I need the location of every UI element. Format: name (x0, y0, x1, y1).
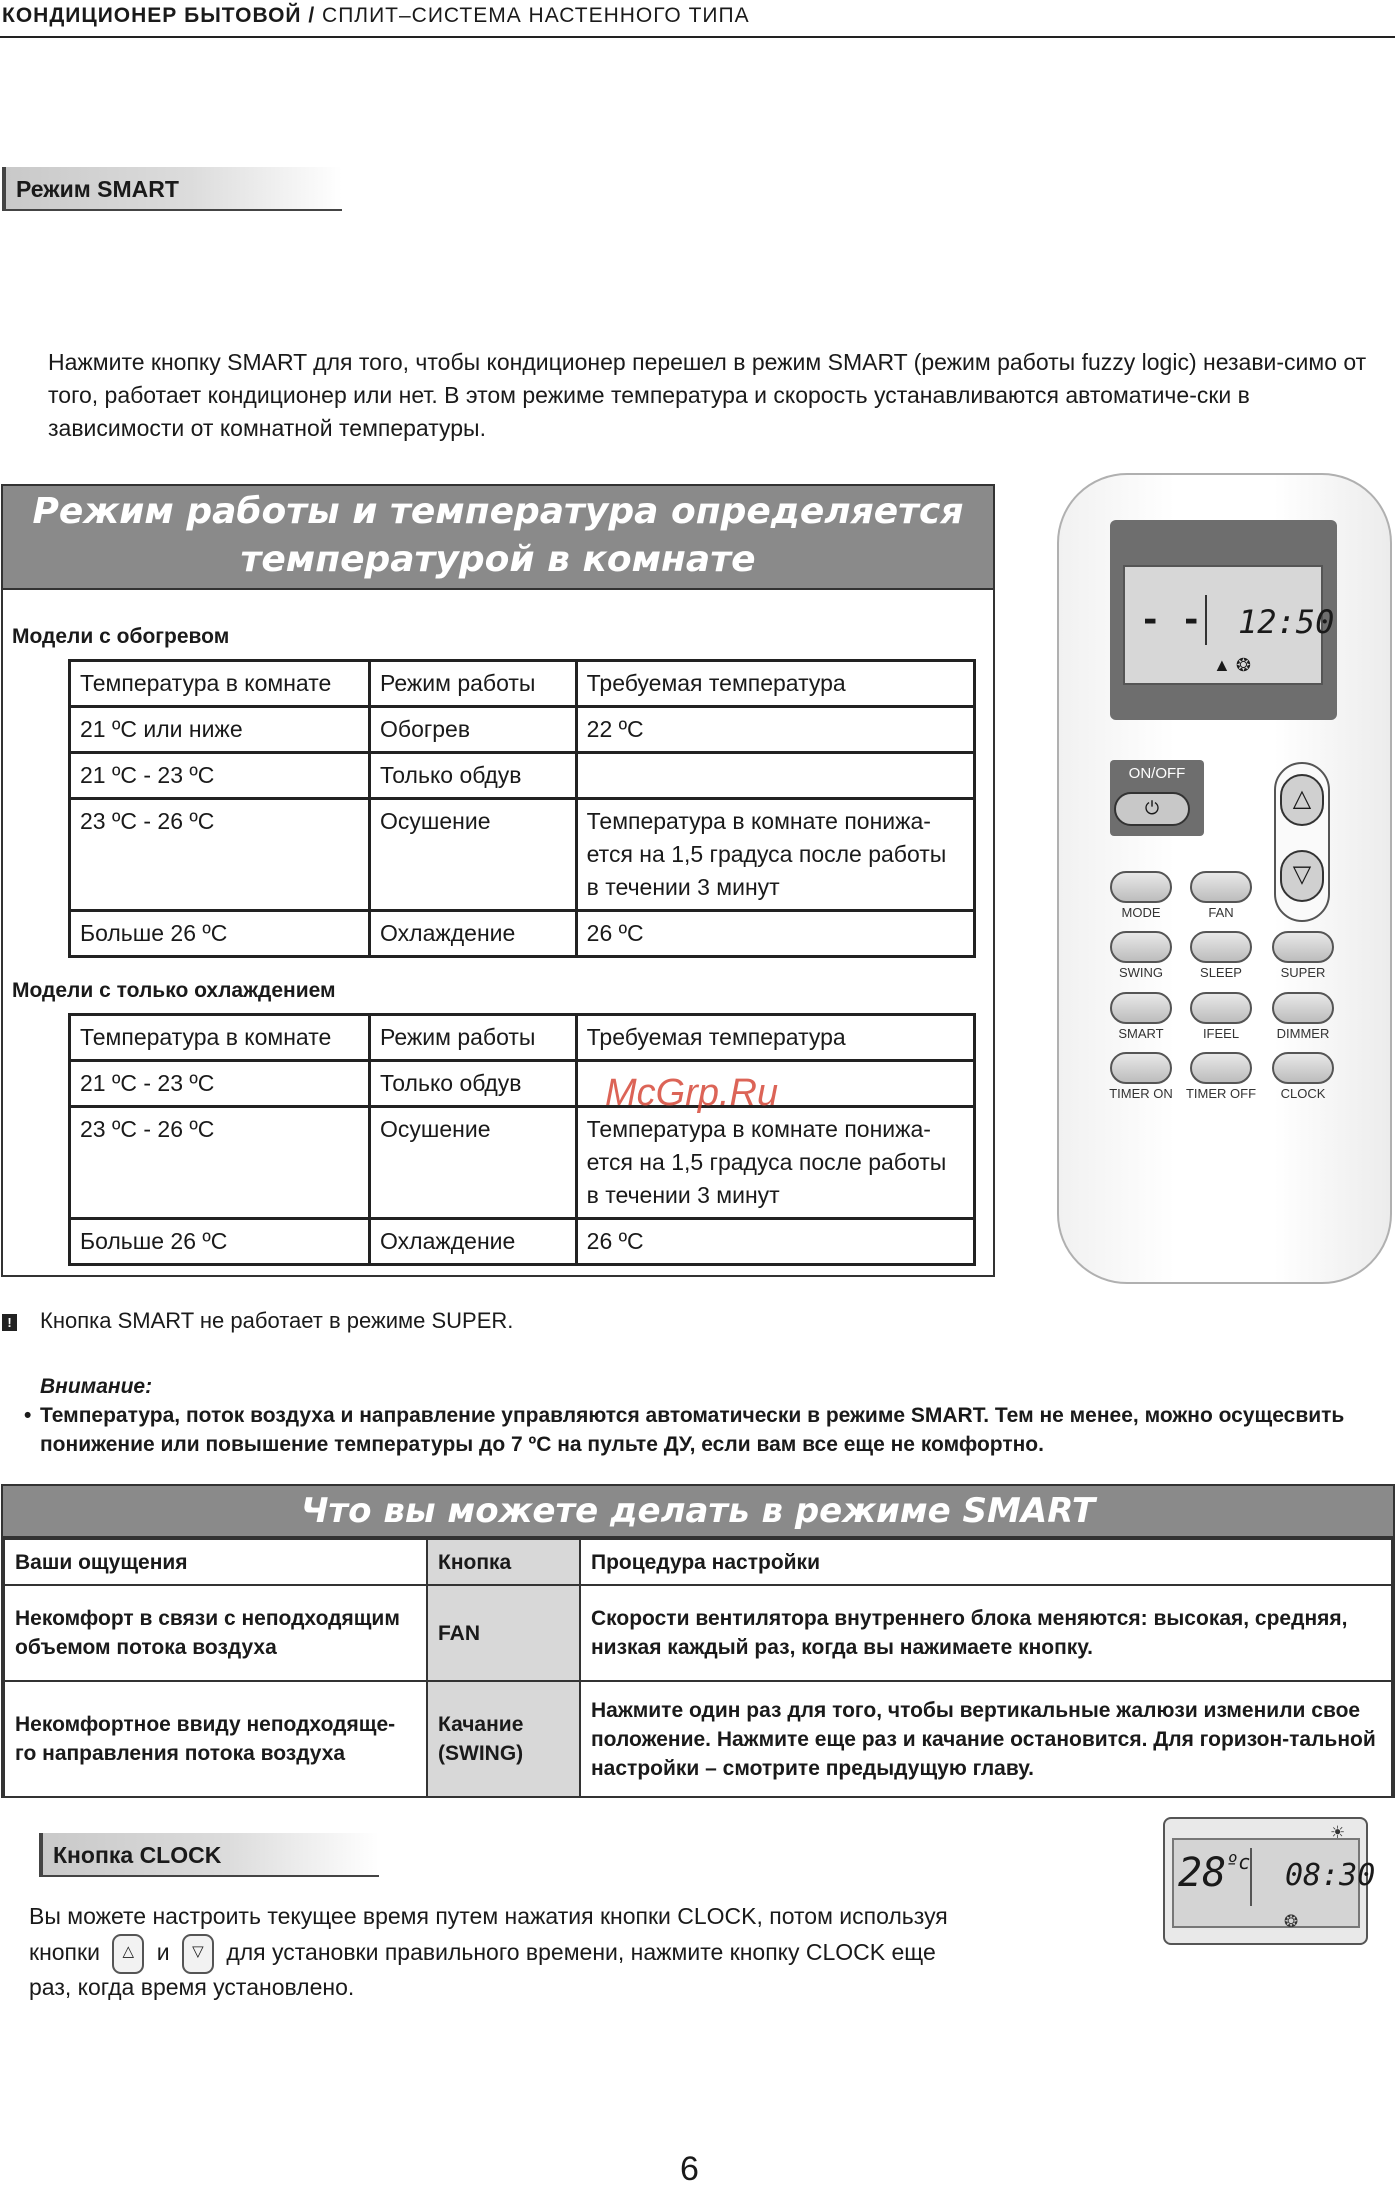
table-cell: 22 ºC (576, 707, 974, 753)
down-arrow-icon: ▽ (1292, 861, 1312, 888)
onoff-label: ON/OFF (1128, 765, 1186, 782)
up-arrow-icon: △ (112, 1934, 144, 1974)
smart-button-label: SMART (1118, 1026, 1164, 1041)
watermark: McGrp.Ru (605, 1072, 779, 1114)
cooling-models-subtitle: Модели с только охлаждением (12, 979, 336, 1002)
page-number: 6 (680, 2150, 699, 2188)
table-cell: Охлаждение (370, 1219, 577, 1265)
display-separator (1250, 1848, 1252, 1906)
heating-models-subtitle: Модели с обогревом (12, 625, 230, 648)
power-icon: ⏻ (1144, 798, 1160, 818)
section-tab-smart: Режим SMART (2, 167, 342, 211)
table-cell: Некомфортное ввиду неподходяще-го направления потока воздуха (4, 1681, 427, 1797)
table-cell: Нажмите один раз для того, чтобы вертикальные жалюзи изменили свое положение. Нажмите еще раз и качание остановится. Для горизон-тальной настройки – смотрите предыдущую главу. (580, 1681, 1392, 1797)
fan-button[interactable] (1190, 871, 1252, 903)
timer-off-button-label: TIMER OFF (1185, 1086, 1257, 1101)
ifeel-button-label: IFEEL (1202, 1026, 1240, 1041)
table-cell (576, 753, 974, 799)
warning-title: Внимание: (40, 1375, 153, 1398)
clock-instructions (29, 1900, 1049, 2004)
clock-text-line3: раз, когда время установлено. (29, 1974, 355, 2000)
cooling-table (68, 1013, 976, 1266)
table-cell: 26 ºC (576, 1219, 974, 1265)
table-row (70, 1061, 975, 1107)
smart-actions-box (1, 1484, 1395, 1798)
down-arrow-icon: ▽ (182, 1934, 214, 1974)
table-header-cell: Процедура настройки (580, 1539, 1392, 1585)
clock-button-label: CLOCK (1280, 1086, 1326, 1101)
remote-lcd-time: 12:50 (1238, 603, 1335, 641)
table-cell: 26 ºC (576, 911, 974, 957)
display-time: 08:30 (1285, 1858, 1376, 1893)
table-header-row (70, 661, 975, 707)
smart-actions-title: Что вы можете делать в режиме SMART (3, 1486, 1393, 1538)
table-cell: Осушение (370, 1107, 577, 1219)
table-cell: 23 ºC - 26 ºC (70, 1107, 370, 1219)
table-header-cell: Требуемая температура (576, 661, 974, 707)
table-row (70, 911, 975, 957)
dimmer-button[interactable] (1272, 992, 1334, 1024)
table-cell: Обогрев (370, 707, 577, 753)
table-header-cell: Режим работы (370, 661, 577, 707)
table-cell: 21 ºC или ниже (70, 707, 370, 753)
table-cell: 21 ºC - 23 ºC (70, 753, 370, 799)
table-cell: Только обдув (370, 753, 577, 799)
table-header-cell: Температура в комнате (70, 1015, 370, 1061)
mode-box-title-line2: температурой в комнате (240, 539, 756, 580)
swing-button-label: SWING (1118, 965, 1164, 980)
super-button-label: SUPER (1280, 965, 1326, 980)
ifeel-button[interactable] (1190, 992, 1252, 1024)
timer-off-button[interactable] (1190, 1052, 1252, 1084)
table-header-cell: Требуемая температура (576, 1015, 974, 1061)
table-row (70, 707, 975, 753)
display-temperature-unit: ºc (1226, 1850, 1251, 1874)
table-cell: 23 ºC - 26 ºC (70, 799, 370, 911)
header-title-normal: СПЛИТ–СИСТЕМА НАСТЕННОГО ТИПА (315, 4, 750, 27)
mode-button-label: MODE (1121, 905, 1161, 920)
table-cell: Только обдув (370, 1061, 577, 1107)
table-cell: 21 ºC - 23 ºC (70, 1061, 370, 1107)
power-button[interactable] (1114, 792, 1190, 826)
sun-icon: ☀ (1330, 1823, 1346, 1842)
timer-on-button-label: TIMER ON (1109, 1086, 1173, 1101)
remote-lcd-mode-icons: ▲ ❂ (1213, 655, 1251, 675)
clock-text-rest: для установки правильного времени, нажмите кнопку CLOCK еще (226, 1939, 936, 1965)
table-header-cell: Температура в комнате (70, 661, 370, 707)
clock-text-buttons: кнопки (29, 1939, 100, 1965)
super-button[interactable] (1272, 931, 1334, 963)
smart-button[interactable] (1110, 992, 1172, 1024)
display-temperature-value: 28 (1178, 1850, 1227, 1896)
timer-on-button[interactable] (1110, 1052, 1172, 1084)
mode-button[interactable] (1110, 871, 1172, 903)
mode-box-title-line1: Режим работы и температура определяется (32, 491, 964, 532)
table-row (4, 1585, 1392, 1681)
clock-text-and: и (156, 1939, 170, 1965)
header-title-bold: КОНДИЦИОНЕР БЫТОВОЙ / (2, 4, 316, 27)
clock-text-line2 (29, 1933, 1049, 1971)
table-row (4, 1681, 1392, 1797)
mode-box-title (3, 486, 993, 590)
table-cell: Качание (SWING) (427, 1681, 580, 1797)
table-header-row (4, 1539, 1392, 1585)
table-row (70, 1219, 975, 1265)
up-arrow-icon: △ (1292, 785, 1312, 812)
table-cell: Охлаждение (370, 911, 577, 957)
display-temperature (1178, 1850, 1250, 1896)
table-header-row (70, 1015, 975, 1061)
table-header-cell: Ваши ощущения (4, 1539, 427, 1585)
smart-actions-table (3, 1538, 1393, 1798)
table-row (70, 799, 975, 911)
fan-button-label: FAN (1208, 905, 1234, 920)
table-row (70, 1107, 975, 1219)
table-cell: FAN (427, 1585, 580, 1681)
up-button[interactable] (1280, 774, 1324, 826)
sleep-button[interactable] (1190, 931, 1252, 963)
fan-icon: ❂ (1284, 1912, 1299, 1931)
sleep-button-label: SLEEP (1200, 965, 1242, 980)
table-row (70, 753, 975, 799)
table-cell: Осушение (370, 799, 577, 911)
section-tab-clock: Кнопка CLOCK (39, 1833, 379, 1877)
table-cell: Больше 26 ºC (70, 911, 370, 957)
table-cell: Больше 26 ºC (70, 1219, 370, 1265)
smart-super-note: Кнопка SMART не работает в режиме SUPER. (40, 1308, 514, 1333)
warning-text: Температура, поток воздуха и направление управляются автоматически в режиме SMART. Тем не менее, можно осущесвить понижение или повышение температуры до 7 ºC на пульте ДУ, если вам все еще не комфортно. (40, 1404, 1345, 1456)
warning-icon: ! (2, 1314, 17, 1331)
heating-table (68, 659, 976, 958)
remote-lcd-separator (1205, 595, 1207, 645)
smart-intro-paragraph: Нажмите кнопку SMART для того, чтобы кондиционер перешел в режим SMART (режим работы fuzzy logic) незави-симо от того, работает кондиционер или нет. В этом режиме температура и скорость устанавливаются автоматиче-ски в зависимости от комнатной температуры. (48, 349, 1367, 441)
down-button[interactable] (1280, 850, 1324, 902)
table-cell: Некомфорт в связи с неподходящим объемом потока воздуха (4, 1585, 427, 1681)
remote-lcd-dashes: - - (1140, 600, 1202, 640)
table-header-cell: Режим работы (370, 1015, 577, 1061)
header-title (2, 4, 750, 28)
swing-button[interactable] (1110, 931, 1172, 963)
dimmer-button-label: DIMMER (1276, 1026, 1330, 1041)
clock-text-line1: Вы можете настроить текущее время путем нажатия кнопки CLOCK, потом используя (29, 1903, 948, 1929)
bullet-icon: • (24, 1404, 32, 1427)
running-header (0, 0, 1395, 38)
table-cell: Скорости вентилятора внутреннего блока меняются: высокая, средняя, низкая каждый раз, когда вы нажимаете кнопку. (580, 1585, 1392, 1681)
clock-button[interactable] (1272, 1052, 1334, 1084)
table-cell: Температура в комнате понижа-ется на 1,5 градуса после работы в течении 3 минут (576, 799, 974, 911)
table-cell: Температура в комнате понижа-ется на 1,5 градуса после работы в течении 3 минут (576, 1107, 974, 1219)
table-header-cell: Кнопка (427, 1539, 580, 1585)
